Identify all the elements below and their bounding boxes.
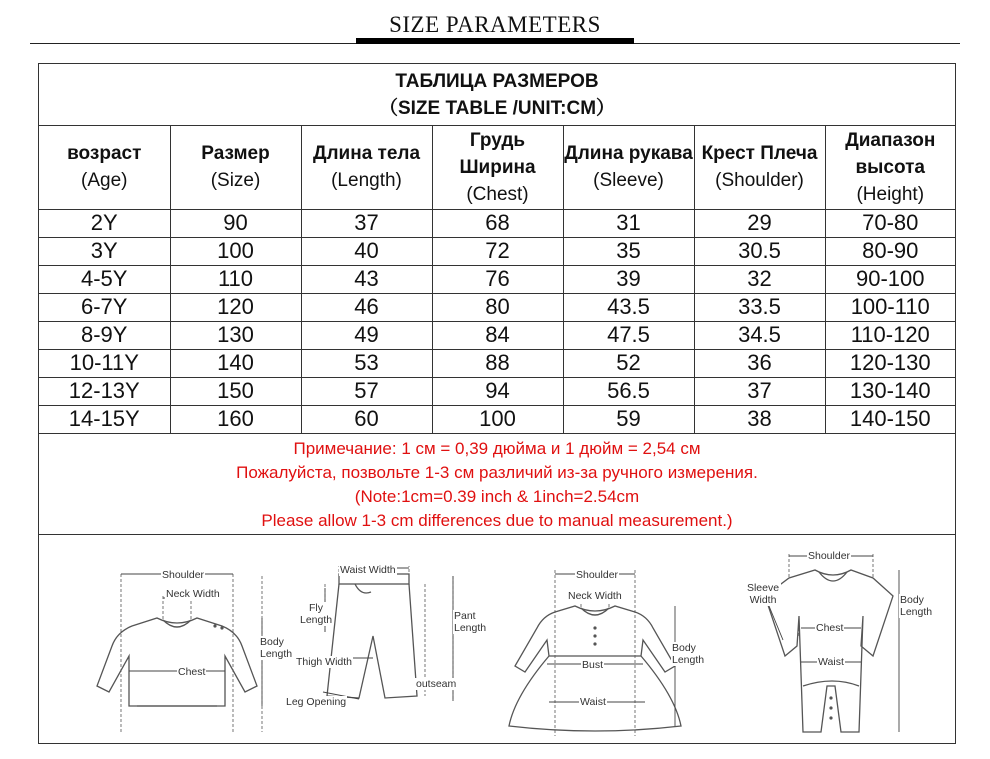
dress-diagram bbox=[505, 536, 720, 744]
column-header-shoulder: Крест Плеча (Shoulder) bbox=[694, 126, 825, 209]
cell-age: 8-9Y bbox=[39, 321, 170, 349]
note-line: Примечание: 1 см = 0,39 дюйма и 1 дюйм = 2,54 см bbox=[293, 439, 701, 458]
cell-size: 150 bbox=[170, 377, 301, 405]
cell-age: 6-7Y bbox=[39, 293, 170, 321]
cell-shoulder: 36 bbox=[694, 349, 825, 377]
table-row bbox=[39, 237, 955, 265]
table-title-en: （SIZE TABLE /UNIT:CM） bbox=[378, 98, 616, 119]
cell-size: 110 bbox=[170, 265, 301, 293]
cell-size: 100 bbox=[170, 237, 301, 265]
romper-illustration bbox=[723, 536, 943, 744]
table-body bbox=[39, 209, 955, 433]
cell-age: 12-13Y bbox=[39, 377, 170, 405]
cell-size: 90 bbox=[170, 209, 301, 237]
size-table bbox=[39, 126, 955, 434]
shirt-illustration bbox=[77, 536, 277, 744]
cell-height: 90-100 bbox=[825, 265, 955, 293]
cell-length: 57 bbox=[301, 377, 432, 405]
cell-sleeve: 31 bbox=[563, 209, 694, 237]
pants-diagram bbox=[285, 536, 495, 744]
pants-waist-width-label: Waist Width bbox=[340, 564, 396, 576]
cell-age: 3Y bbox=[39, 237, 170, 265]
cell-chest: 68 bbox=[432, 209, 563, 237]
cell-size: 130 bbox=[170, 321, 301, 349]
cell-age: 10-11Y bbox=[39, 349, 170, 377]
cell-height: 110-120 bbox=[825, 321, 955, 349]
cell-chest: 80 bbox=[432, 293, 563, 321]
dress-bust-label: Bust bbox=[582, 659, 604, 671]
cell-shoulder: 33.5 bbox=[694, 293, 825, 321]
measurement-diagrams bbox=[39, 536, 955, 744]
cell-height: 80-90 bbox=[825, 237, 955, 265]
dress-shoulder-label: Shoulder bbox=[576, 569, 619, 581]
romper-body-length-label: Body Length bbox=[899, 594, 939, 618]
cell-length: 40 bbox=[301, 237, 432, 265]
cell-shoulder: 37 bbox=[694, 377, 825, 405]
pants-fly-length-label: Fly Length bbox=[300, 602, 333, 626]
column-header-chest: Грудь Ширина (Chest) bbox=[432, 126, 563, 209]
cell-shoulder: 34.5 bbox=[694, 321, 825, 349]
pants-pant-length-label: Pant Length bbox=[453, 610, 493, 634]
cell-shoulder: 32 bbox=[694, 265, 825, 293]
note-line: Please allow 1-3 cm differences due to manual measurement.) bbox=[261, 511, 733, 530]
cell-length: 46 bbox=[301, 293, 432, 321]
cell-size: 160 bbox=[170, 405, 301, 433]
cell-sleeve: 35 bbox=[563, 237, 694, 265]
column-header-length: Длина тела (Length) bbox=[301, 126, 432, 209]
cell-chest: 88 bbox=[432, 349, 563, 377]
note-line: Пожалуйста, позвольте 1-3 см различий из-за ручного измерения. bbox=[236, 463, 758, 482]
cell-chest: 76 bbox=[432, 265, 563, 293]
pants-outseam-label: outseam bbox=[416, 678, 457, 690]
cell-age: 2Y bbox=[39, 209, 170, 237]
cell-size: 120 bbox=[170, 293, 301, 321]
romper-diagram bbox=[723, 536, 943, 744]
cell-height: 100-110 bbox=[825, 293, 955, 321]
cell-sleeve: 47.5 bbox=[563, 321, 694, 349]
column-header-age: возраст (Age) bbox=[39, 126, 170, 209]
cell-chest: 94 bbox=[432, 377, 563, 405]
cell-height: 120-130 bbox=[825, 349, 955, 377]
dress-waist-label: Waist bbox=[580, 696, 606, 708]
cell-chest: 100 bbox=[432, 405, 563, 433]
shirt-neck-width-label: Neck Width bbox=[166, 588, 220, 600]
table-row bbox=[39, 405, 955, 433]
cell-sleeve: 52 bbox=[563, 349, 694, 377]
table-row bbox=[39, 349, 955, 377]
romper-sleeve-width-label: Sleeve Width bbox=[746, 582, 780, 606]
table-row bbox=[39, 293, 955, 321]
shirt-chest-label: Chest bbox=[178, 666, 206, 678]
cell-height: 70-80 bbox=[825, 209, 955, 237]
column-header-sleeve: Длина рукава (Sleeve) bbox=[563, 126, 694, 209]
dress-illustration bbox=[505, 536, 720, 744]
cell-sleeve: 39 bbox=[563, 265, 694, 293]
cell-shoulder: 38 bbox=[694, 405, 825, 433]
romper-shoulder-label: Shoulder bbox=[808, 550, 851, 562]
table-title-ru: ТАБЛИЦА РАЗМЕРОВ bbox=[395, 71, 599, 92]
table-row bbox=[39, 209, 955, 237]
note-line: (Note:1cm=0.39 inch & 1inch=2.54cm bbox=[354, 487, 640, 506]
dress-neck-width-label: Neck Width bbox=[568, 590, 622, 602]
cell-length: 49 bbox=[301, 321, 432, 349]
cell-chest: 72 bbox=[432, 237, 563, 265]
cell-sleeve: 59 bbox=[563, 405, 694, 433]
size-chart-frame bbox=[38, 63, 956, 744]
cell-sleeve: 43.5 bbox=[563, 293, 694, 321]
pants-thigh-width-label: Thigh Width bbox=[296, 656, 353, 668]
cell-height: 140-150 bbox=[825, 405, 955, 433]
cell-shoulder: 29 bbox=[694, 209, 825, 237]
table-title bbox=[39, 64, 955, 126]
cell-length: 37 bbox=[301, 209, 432, 237]
table-row bbox=[39, 265, 955, 293]
cell-chest: 84 bbox=[432, 321, 563, 349]
shirt-body-length-label: Body Length bbox=[259, 636, 299, 660]
cell-shoulder: 30.5 bbox=[694, 237, 825, 265]
romper-waist-label: Waist bbox=[818, 656, 844, 668]
cell-length: 43 bbox=[301, 265, 432, 293]
cell-height: 130-140 bbox=[825, 377, 955, 405]
romper-chest-label: Chest bbox=[816, 622, 844, 634]
shirt-diagram bbox=[77, 536, 293, 744]
column-header-height: Диапазон высота (Height) bbox=[825, 126, 955, 209]
column-header-size: Размер (Size) bbox=[170, 126, 301, 209]
cell-sleeve: 56.5 bbox=[563, 377, 694, 405]
dress-body-length-label: Body Length bbox=[671, 642, 711, 666]
cell-length: 60 bbox=[301, 405, 432, 433]
header-accent-bar bbox=[356, 38, 634, 44]
measurement-notes bbox=[39, 433, 955, 535]
pants-leg-opening-label: Leg Opening bbox=[286, 696, 347, 708]
cell-age: 4-5Y bbox=[39, 265, 170, 293]
cell-length: 53 bbox=[301, 349, 432, 377]
shirt-shoulder-label: Shoulder bbox=[162, 569, 205, 581]
page-title: SIZE PARAMETERS bbox=[389, 12, 601, 37]
cell-age: 14-15Y bbox=[39, 405, 170, 433]
table-row bbox=[39, 377, 955, 405]
table-row bbox=[39, 321, 955, 349]
table-header-row bbox=[39, 126, 955, 209]
cell-size: 140 bbox=[170, 349, 301, 377]
